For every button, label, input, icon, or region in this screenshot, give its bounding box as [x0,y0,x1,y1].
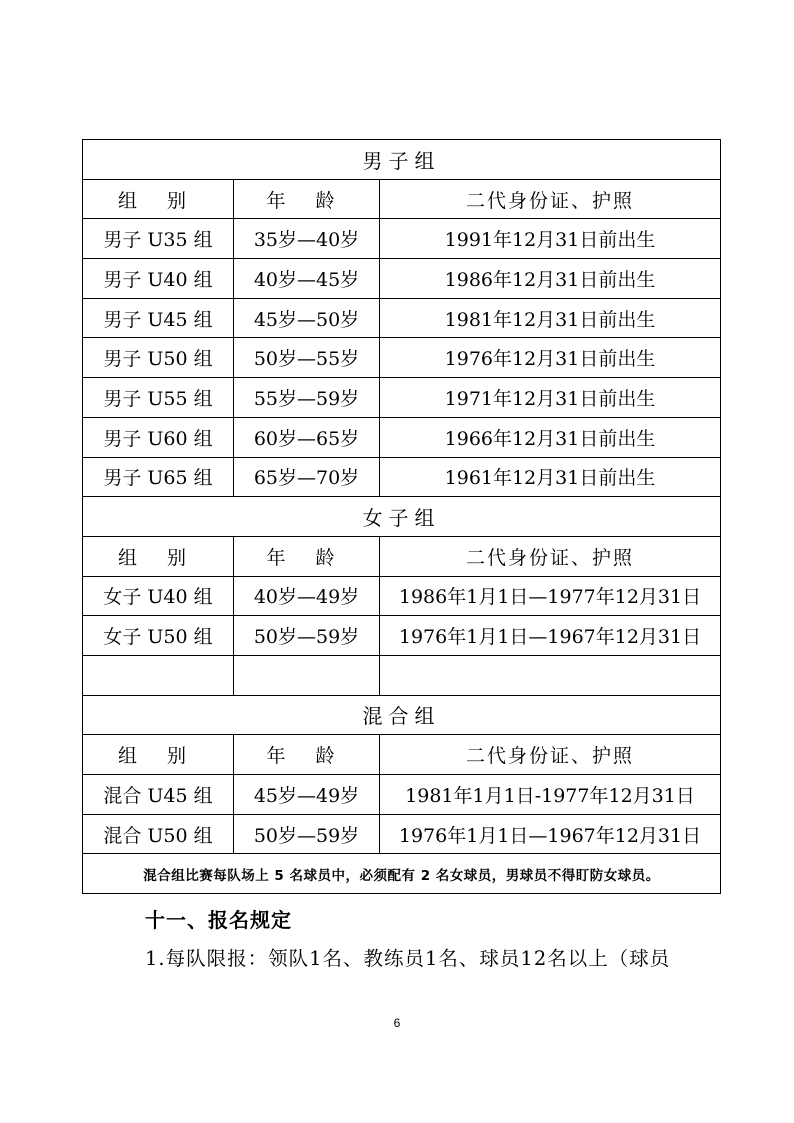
cell-age: 45岁—49岁 [234,775,380,815]
cell-birth: 1966年12月31日前出生 [380,417,721,457]
cell-age: 55岁—59岁 [234,378,380,418]
cell-group: 男子 U50 组 [83,338,234,378]
cell-birth [380,655,721,695]
cell-birth: 1991年12月31日前出生 [380,219,721,259]
table-row [83,219,721,259]
page-number: 6 [393,1016,401,1030]
table-row [83,338,721,378]
cell-age: 40岁—49岁 [234,576,380,616]
cell-birth: 1971年12月31日前出生 [380,378,721,418]
women-header-row [83,536,721,576]
mixed-note: 混合组比赛每队场上 5 名球员中，必须配有 2 名女球员，男球员不得盯防女球员。 [83,854,721,894]
men-section-title: 男子组 [83,140,721,180]
header-age: 年 龄 [234,536,380,576]
cell-age: 50岁—55岁 [234,338,380,378]
table-row [83,378,721,418]
cell-group: 男子 U35 组 [83,219,234,259]
cell-age: 60岁—65岁 [234,417,380,457]
header-group: 组 别 [83,735,234,775]
cell-age: 50岁—59岁 [234,616,380,656]
table-row [83,457,721,497]
cell-birth: 1986年1月1日—1977年12月31日 [380,576,721,616]
cell-group: 混合 U45 组 [83,775,234,815]
cell-birth: 1981年12月31日前出生 [380,298,721,338]
header-group: 组 别 [83,179,234,219]
men-header-row [83,179,721,219]
cell-age: 40岁—45岁 [234,259,380,299]
cell-birth: 1976年1月1日—1967年12月31日 [380,814,721,854]
cell-birth: 1986年12月31日前出生 [380,259,721,299]
women-section-title-row [83,497,721,537]
header-id: 二代身份证、护照 [380,735,721,775]
mixed-note-row [83,854,721,894]
table-row [83,616,721,656]
cell-group: 男子 U40 组 [83,259,234,299]
table-row [83,814,721,854]
cell-group: 男子 U60 组 [83,417,234,457]
table-row [83,576,721,616]
women-section-title: 女子组 [83,497,721,537]
empty-row [83,655,721,695]
cell-birth: 1976年12月31日前出生 [380,338,721,378]
header-age: 年 龄 [234,735,380,775]
table-row [83,259,721,299]
cell-group: 女子 U40 组 [83,576,234,616]
header-id: 二代身份证、护照 [380,179,721,219]
header-id: 二代身份证、护照 [380,536,721,576]
table-row [83,775,721,815]
mixed-section-title-row [83,695,721,735]
header-group: 组 别 [83,536,234,576]
men-section-title-row [83,140,721,180]
cell-age: 65岁—70岁 [234,457,380,497]
cell-birth: 1961年12月31日前出生 [380,457,721,497]
paragraph-text: 1.每队限报：领队1名、教练员1名、球员12名以上（球员 [145,947,671,970]
cell-group: 男子 U55 组 [83,378,234,418]
cell-group: 男子 U45 组 [83,298,234,338]
cell-birth: 1976年1月1日—1967年12月31日 [380,616,721,656]
header-age: 年 龄 [234,179,380,219]
mixed-header-row [83,735,721,775]
cell-age: 45岁—50岁 [234,298,380,338]
cell-group: 女子 U50 组 [83,616,234,656]
cell-group: 混合 U50 组 [83,814,234,854]
cell-age: 50岁—59岁 [234,814,380,854]
section-heading: 十一、报名规定 [145,908,292,932]
mixed-section-title: 混合组 [83,695,721,735]
cell-group [83,655,234,695]
cell-age: 35岁—40岁 [234,219,380,259]
cell-group: 男子 U65 组 [83,457,234,497]
age-group-table [82,139,721,894]
cell-age [234,655,380,695]
cell-birth: 1981年1月1日-1977年12月31日 [380,775,721,815]
table-row [83,298,721,338]
table-row [83,417,721,457]
